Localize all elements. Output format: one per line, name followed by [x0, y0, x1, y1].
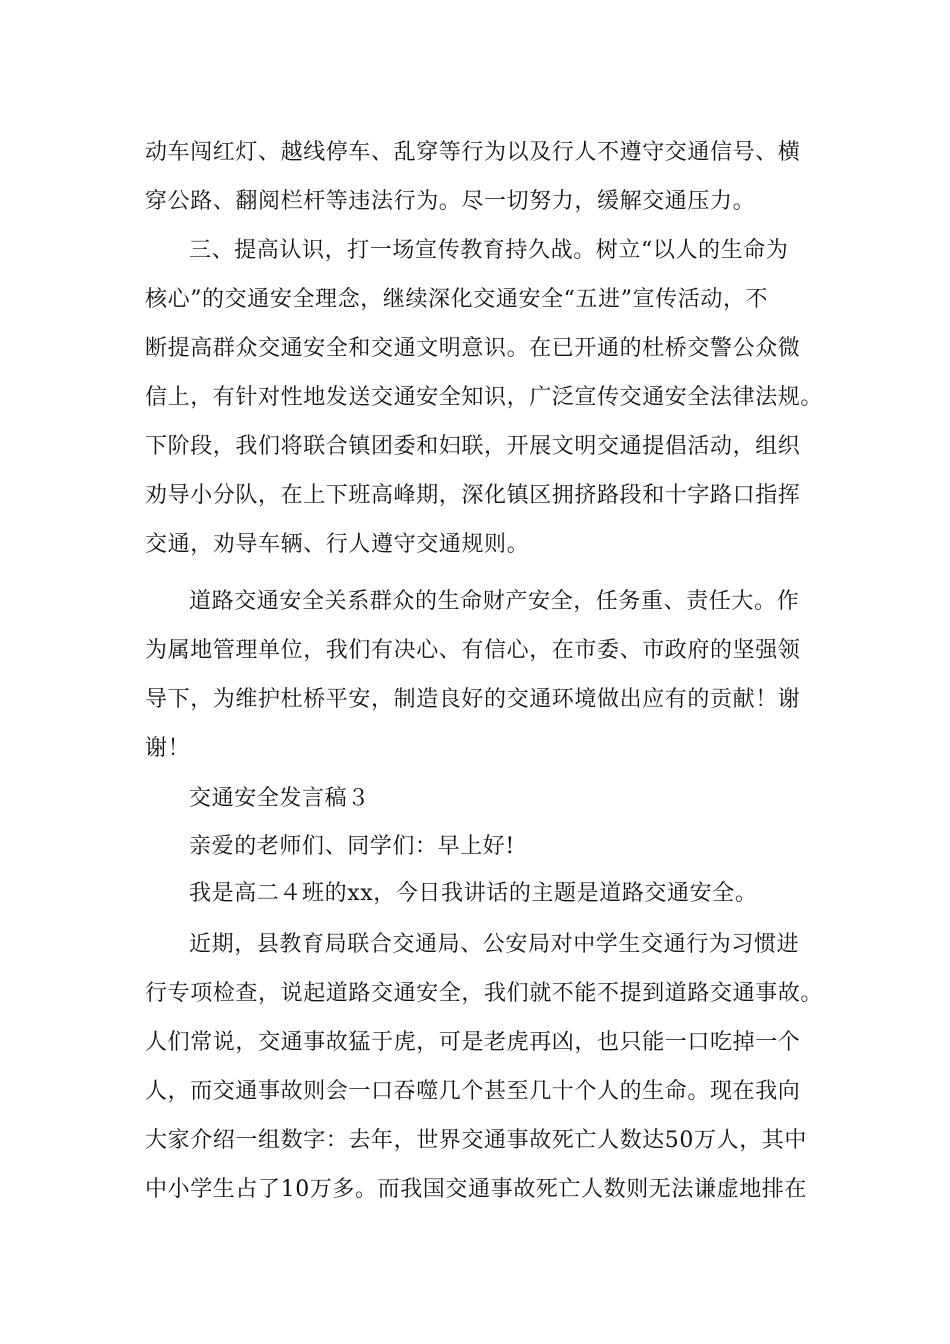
text-line: 为属地管理单位，我们有决心、有信心，在市委、市政府的坚强领 [145, 638, 801, 663]
text-line: 穿公路、翻阅栏杆等违法行为。尽一切努力，缓解交通压力。 [145, 189, 756, 214]
text-line: 三、提高认识，打一场宣传教育持久战。树立“以人的生命为 [189, 238, 789, 263]
paragraph-recent [145, 920, 824, 1214]
text-line: 断提高群众交通安全和交通文明意识。在已开通的杜桥交警公众微 [145, 336, 801, 361]
intro-line: 我是高二４班的xx，今日我讲话的主题是道路交通安全。 [189, 881, 758, 906]
text-line: 信上，有针对性地发送交通安全知识，广泛宣传交通安全法律法规。 [145, 385, 824, 410]
text-line: 中小学生占了10万多。而我国交通事故死亡人数则无法谦虚地排在 [145, 1177, 807, 1202]
paragraph-continuation [145, 128, 815, 226]
text-line: 道路交通安全关系群众的生命财产安全，任务重、责任大。作 [189, 589, 800, 614]
text-line: 谢！ [145, 736, 191, 761]
text-line: 动车闯红灯、越线停车、乱穿等行为以及行人不遵守交通信号、横 [145, 140, 801, 165]
text-line: 人们常说，交通事故猛于虎，可是老虎再凶，也只能一口吃掉一个 [145, 1030, 801, 1055]
text-line: 交通，劝导车辆、行人遵守交通规则。 [145, 532, 530, 557]
greeting-line: 亲爱的老师们、同学们：早上好! [189, 834, 515, 859]
text-line: 人，而交通事故则会一口吞噬几个甚至几十个人的生命。现在我向 [145, 1079, 801, 1104]
paragraph-three [145, 226, 824, 569]
paragraph-closing [145, 577, 815, 773]
text-line: 导下，为维护杜桥平安，制造良好的交通环境做出应有的贡献！谢 [145, 687, 801, 712]
text-line: 大家介绍一组数字：去年，世界交通事故死亡人数达50万人，其中 [145, 1128, 807, 1153]
text-line: 下阶段，我们将联合镇团委和妇联，开展文明交通提倡活动，组织 [145, 434, 801, 459]
text-line: 核心”的交通安全理念，继续深化交通安全“五进”宣传活动，不 [145, 287, 769, 312]
text-line: 行专项检查，说起道路交通安全，我们就不能不提到道路交通事故。 [145, 981, 824, 1006]
text-line: 劝导小分队，在上下班高峰期，深化镇区拥挤路段和十字路口指挥 [145, 483, 801, 508]
section-title: 交通安全发言稿３ [189, 786, 370, 811]
text-line: 近期，县教育局联合交通局、公安局对中学生交通行为习惯进 [189, 932, 800, 957]
